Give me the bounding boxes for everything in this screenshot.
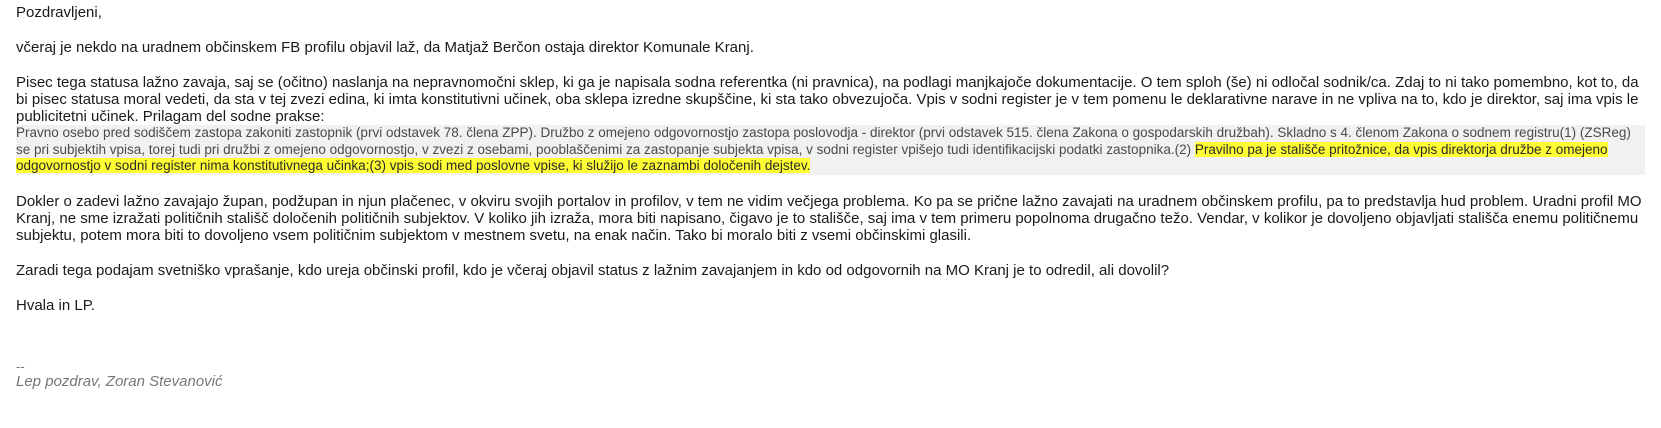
closing-text: Hvala in LP. (16, 296, 95, 314)
spacer (16, 314, 1645, 360)
signature-text: Lep pozdrav, Zoran Stevanović (16, 372, 223, 390)
greeting-text: Pozdravljeni, (16, 4, 102, 21)
paragraph-3: Dokler o zadevi lažno zavajajo župan, podžupan in njun plačenec, v okviru svojih portalov in profilov, v tem ne vidim večjega problema. Ko pa se prične lažno zavajati na uradnem občinskem profilu, pa to predstavlja hud problem. Uradni profil MO Kranj, ne sme izražati političnih stališč določenih političnih subjektov. V koliko jih izraža, mora biti napisano, čigavo je to stališče, saj ima v tem primeru popolnoma drugačno težo. Vendar, v kolikor je dovoljeno objavljati stališča enemu političnemu subjektu, potem mora biti to dovoljeno vsem političnim subjektom v mestnem svetu, na enak način. Tako bi moralo biti z vsemi občinskimi glasili. (16, 192, 1642, 244)
spacer (16, 244, 1645, 262)
paragraph-1: včeraj je nekdo na uradnem občinskem FB profilu objavil laž, da Matjaž Berčon ostaja direktor Komunale Kranj. (16, 39, 754, 56)
spacer (16, 279, 1645, 297)
paragraph-2: Pisec tega statusa lažno zavaja, saj se (očitno) naslanja na nepravnomočni sklep, ki ga je napisala sodna referentka (ni pravnica), na podlagi manjkajoče dokumentacije. O tem sploh (še) ni odločal sodnik/ca. Zdaj to ni tako pomembno, kot to, da bi pisec statusa moral vedeti, da sta v tej zvezi edina, ki imta konstitutivni učinek, oba sklepa izredne skupščine, ki sta tako obvezujoča. Vpis v sodni register je v tem pomenu le deklarativne narave in ne vpliva na to, kdo je direktor, saj ima vpis le publicitetni učinek. Prilagam del sodne prakse: (16, 74, 1639, 125)
spacer (16, 175, 1645, 193)
court-quote (16, 125, 1645, 175)
paragraph-4: Zaradi tega podajam svetniško vprašanje, kdo ureja občinski profil, kdo je včeraj objavil status z lažnim zavajanjem in kdo od odgovornih na MO Kranj je to odredil, ali dovolil? (16, 261, 1170, 279)
spacer (16, 56, 1645, 74)
signature-separator: -- (16, 358, 25, 374)
quote-plain-text: Pravno osebo pred sodiščem zastopa zakoniti zastopnik (prvi odstavek 78. člena ZPP). Družbo z omejeno odgovornostjo zastopa poslovodja - direktor (prvi odstavek 515. člena Zakona o gospodarskih družbah). Skladno s 4. členom Zakona o sodnem registru(1) (ZSReg) se pri subjektih vpisa, torej tudi pri družbi z omejeno odgovornostjo, v zvezi z osebami, pooblaščenimi za zastopanje subjekta vpisa, v sodni register vpišejo tudi identifikacijski podatki zastopnika.(2) (16, 125, 1631, 157)
quote-highlighted-text: Pravilno pa je stališče pritožnice, da vpis direktorja družbe z omejeno odgovornostjo v sodni register nima konstitutivnega učinka;(3) vpis sodi med poslovne vpise, ki služijo le zaznambi določenih dejstev. (16, 141, 1608, 173)
spacer (16, 21, 1645, 39)
